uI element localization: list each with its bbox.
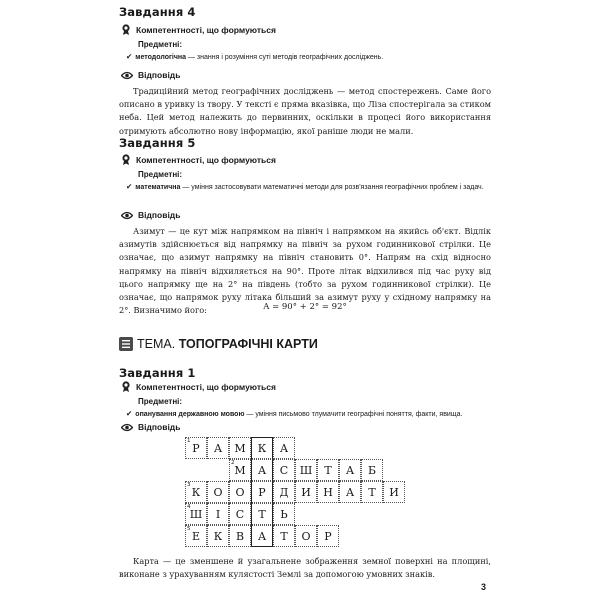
checkmark-icon: ✔ bbox=[126, 52, 133, 61]
crossword-cell: М bbox=[229, 437, 251, 459]
award-ribbon-icon bbox=[121, 24, 131, 35]
task-1-competence-heading bbox=[121, 381, 276, 392]
answer-label: Відповідь bbox=[138, 422, 181, 432]
subjects-label: Предметні: bbox=[138, 40, 183, 49]
answer-label: Відповідь bbox=[138, 210, 181, 220]
skill-name: опанування державною мовою bbox=[135, 411, 245, 418]
page-number: 3 bbox=[481, 582, 487, 592]
crossword-cell: І bbox=[207, 503, 229, 525]
task-4-title: Завдання 4 bbox=[119, 5, 196, 19]
skill-text: — знання і розуміння суті методів географічних досліджень. bbox=[186, 54, 384, 61]
crossword-cell: А bbox=[339, 459, 361, 481]
task-5-answer-text: Азимут — це кут між напрямком на північ і напрямком на якийсь об'єкт. Відлік азимутів здійснюється від напрямку на північ за рухом годинникової стрілки. Це означає, що азимут напрямку на північ становить 0°. Напрям на схід відносно напрямку на північ відхиляється на 90°. Проте літак відхилився під час руху від цього напрямку ще на 2° на південь (тобто за рухом годинникової стрілки). Це означає, що напрямок руху літака більший за азимут руху у східному напрямку на 2°. Визначимо його: bbox=[119, 226, 491, 316]
crossword-cell: Т bbox=[251, 503, 273, 525]
task-1-title: Завдання 1 bbox=[119, 366, 196, 380]
crossword-cell: О bbox=[229, 481, 251, 503]
topic-name: ТОПОГРАФІЧНІ КАРТИ bbox=[178, 337, 318, 351]
crossword-row-number: 3 bbox=[187, 482, 191, 488]
crossword-cell: Р bbox=[251, 481, 273, 503]
answer-label: Відповідь bbox=[138, 70, 181, 80]
competence-label: Компетентності, що формуються bbox=[136, 154, 276, 165]
crossword-cell: А bbox=[251, 525, 273, 547]
crossword-cell: Р bbox=[317, 525, 339, 547]
task-1-answer-text: Карта — це зменшене й узагальнене зображення земної поверхні на площині, виконане з урахуванням кулястості Землі за допомогою умовних знаків. bbox=[119, 556, 491, 580]
subjects-label: Предметні: bbox=[138, 397, 183, 406]
skill-text: — уміння застосовувати математичні методи для розв'язання географічних проблем і задач. bbox=[180, 184, 484, 191]
crossword-cell: М bbox=[229, 459, 251, 481]
task-1-skill bbox=[126, 409, 491, 420]
crossword-key-column bbox=[251, 437, 273, 547]
crossword-cell: Р bbox=[185, 437, 207, 459]
task-4-answer-text: Традиційний метод географічних досліджень — метод спостережень. Саме його описано в уривку із твору. У тексті є пряма вказівка, що Ліза спостерігала за стиком неба. Цей метод належить до первинних, оскільки в процесі його використання отримують абсолютно нову інформацію, якої раніше люди не мали. bbox=[119, 86, 491, 136]
crossword-cell: К bbox=[251, 437, 273, 459]
crossword-row-number: 2 bbox=[231, 460, 235, 466]
task-5-skill bbox=[126, 182, 491, 193]
crossword-cell: А bbox=[339, 481, 361, 503]
crossword-cell: В bbox=[229, 525, 251, 547]
subjects-label: Предметні: bbox=[138, 170, 183, 179]
crossword-cell: С bbox=[229, 503, 251, 525]
crossword-cell: О bbox=[295, 525, 317, 547]
crossword-cell: Е bbox=[185, 525, 207, 547]
task-5-competence-heading bbox=[121, 154, 276, 165]
topic-icon bbox=[119, 337, 133, 351]
award-ribbon-icon bbox=[121, 154, 131, 165]
award-ribbon-icon bbox=[121, 381, 131, 392]
azimuth-formula: A = 90° + 2° = 92° bbox=[263, 302, 347, 312]
crossword-cell: А bbox=[251, 459, 273, 481]
skill-text: — уміння письмово тлумачити географічні поняття, факти, явища. bbox=[244, 411, 463, 418]
skill-name: методологічна bbox=[135, 54, 187, 61]
crossword-cell: К bbox=[207, 525, 229, 547]
topic-prefix: ТЕМА. bbox=[137, 337, 176, 351]
eye-icon bbox=[121, 423, 133, 432]
crossword-cell: Д bbox=[273, 481, 295, 503]
competence-label: Компетентності, що формуються bbox=[136, 24, 276, 35]
checkmark-icon: ✔ bbox=[126, 182, 133, 191]
crossword-cell: К bbox=[185, 481, 207, 503]
task-4-competence-heading bbox=[121, 24, 276, 35]
crossword-cell: С bbox=[273, 459, 295, 481]
crossword-cell: Ш bbox=[295, 459, 317, 481]
crossword-cell: А bbox=[207, 437, 229, 459]
crossword-cell: Т bbox=[273, 525, 295, 547]
crossword-row-number: 4 bbox=[187, 504, 191, 510]
crossword-cell: Т bbox=[317, 459, 339, 481]
checkmark-icon: ✔ bbox=[126, 409, 133, 418]
crossword-cell: Ь bbox=[273, 503, 295, 525]
crossword-cell: И bbox=[383, 481, 405, 503]
crossword-cell: Б bbox=[361, 459, 383, 481]
eye-icon bbox=[121, 71, 133, 80]
topic-heading bbox=[119, 337, 318, 351]
task-5-title: Завдання 5 bbox=[119, 136, 196, 150]
task-1-answer-heading bbox=[121, 422, 180, 432]
task-4-answer-heading bbox=[121, 70, 180, 80]
competence-label: Компетентності, що формуються bbox=[136, 381, 276, 392]
task-5-answer-heading bbox=[121, 210, 180, 220]
task-4-skill bbox=[126, 52, 491, 63]
crossword-cell: А bbox=[273, 437, 295, 459]
skill-name: математична bbox=[135, 184, 181, 191]
crossword-cell: И bbox=[295, 481, 317, 503]
crossword-row-number: 1 bbox=[187, 438, 191, 444]
crossword-cell: Ш bbox=[185, 503, 207, 525]
crossword-row-number: 5 bbox=[187, 526, 191, 532]
crossword-cell: Н bbox=[317, 481, 339, 503]
crossword-cell: Т bbox=[361, 481, 383, 503]
crossword-cell: О bbox=[207, 481, 229, 503]
eye-icon bbox=[121, 211, 133, 220]
